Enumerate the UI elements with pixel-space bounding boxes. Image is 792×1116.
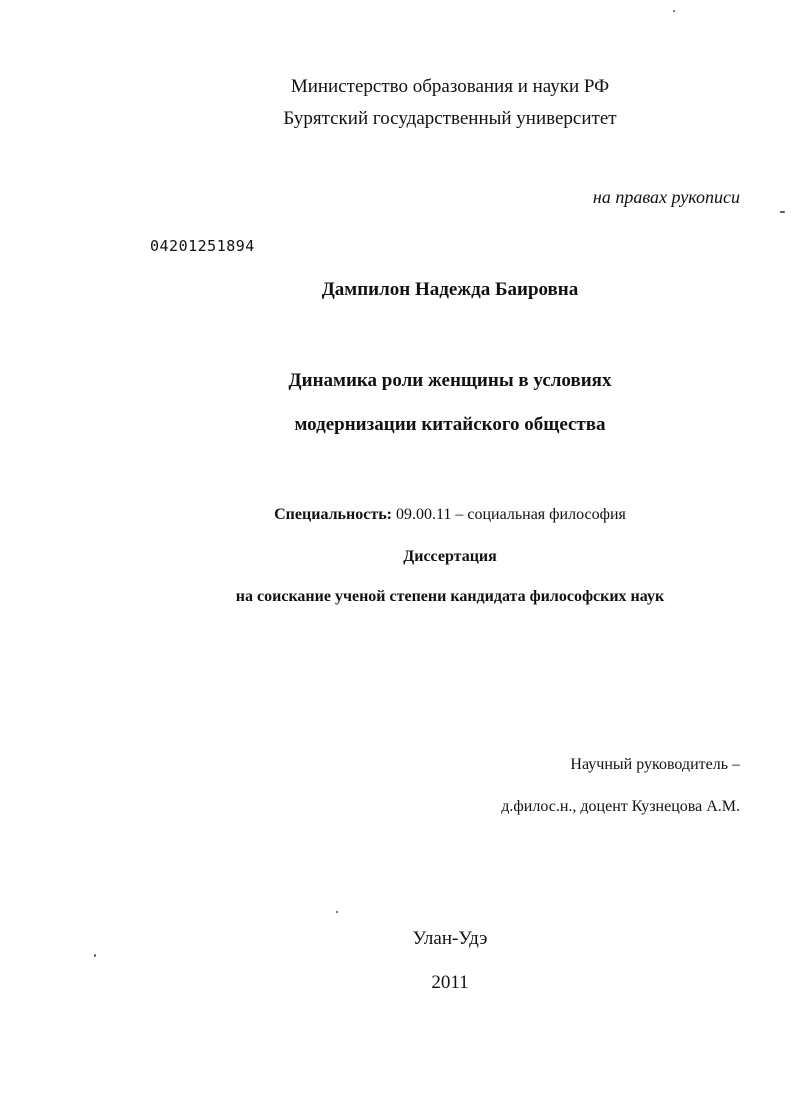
scan-speck [336, 911, 338, 913]
advisor-label: Научный руководитель – [570, 756, 740, 773]
year: 2011 [431, 972, 469, 993]
university-name: Бурятский государственный университет [283, 108, 617, 129]
manuscript-note: на правах рукописи [592, 187, 740, 207]
author-name: Дампилон Надежда Баировна [321, 279, 579, 300]
specialty-line [0, 506, 792, 524]
ministry-name: Министерство образования и науки РФ [290, 76, 610, 97]
specialty-value: 09.00.11 – социальная философия [391, 506, 626, 523]
dissertation-title-line-1: Динамика роли женщины в условиях [288, 370, 612, 391]
city: Улан-Удэ [412, 928, 488, 949]
dissertation-title-line-2: модернизации китайского общества [294, 414, 606, 435]
document-type: Диссертация [403, 548, 497, 565]
scan-speck [673, 10, 675, 12]
catalog-number: 04201251894 [150, 237, 255, 255]
advisor-name: д.филос.н., доцент Кузнецова А.М. [501, 798, 740, 815]
specialty-label: Специальность: [274, 506, 392, 523]
degree-line: на соискание ученой степени кандидата философских наук [235, 588, 665, 605]
scan-speck [780, 211, 785, 213]
scan-speck [94, 954, 96, 957]
